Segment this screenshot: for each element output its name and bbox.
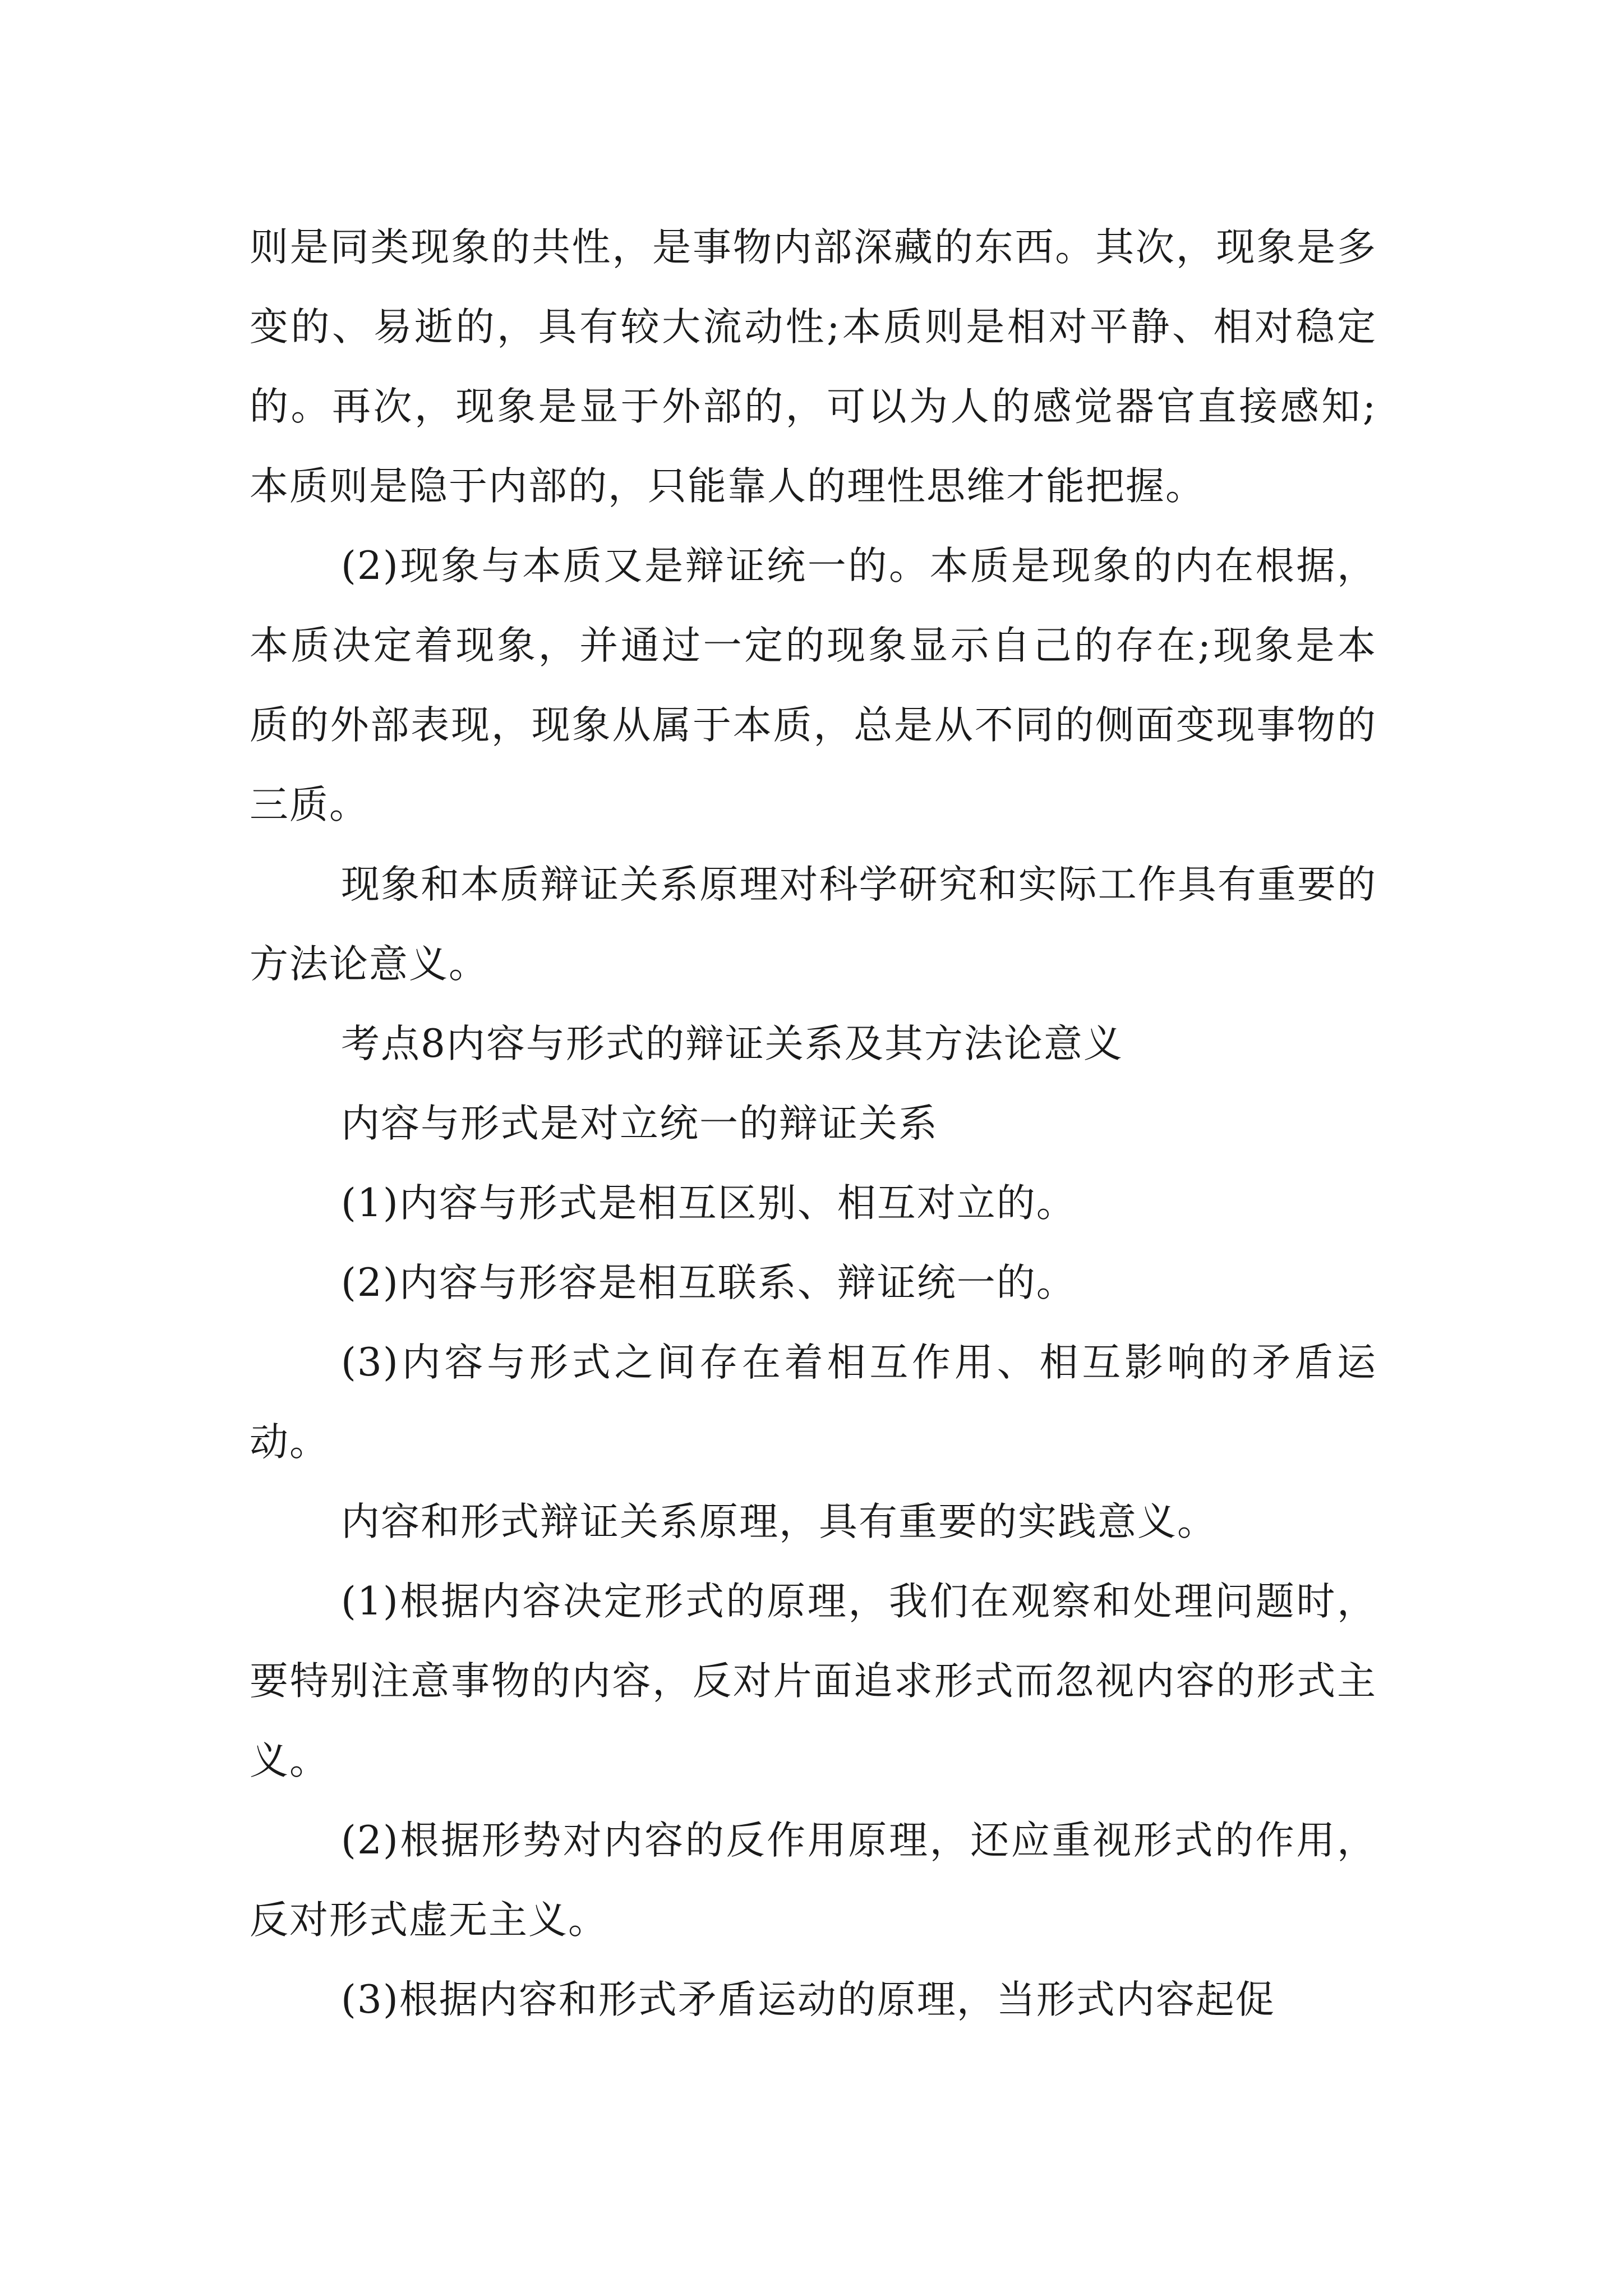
paragraph-3: 现象和本质辩证关系原理对科学研究和实际工作具有重要的方法论意义。 <box>250 862 1377 987</box>
practice-item-1: (1)根据内容决定形式的原理，我们在观察和处理问题时，要特别注意事物的内容，反对片面追求形式而忽视内容的形式主义。 <box>250 1579 1377 1783</box>
paragraph-1: 则是同类现象的共性，是事物内部深藏的东西。其次，现象是多变的、易逝的，具有较大流动性;本质则是相对平静、相对稳定的。再次，现象是显于外部的，可以为人的感觉器官直接感知;本质则是隐于内部的，只能靠人的理性思维才能把握。 <box>250 225 1377 509</box>
practice-item-3: (3)根据内容和形式矛盾运动的原理，当形式内容起促 <box>341 1977 1275 2022</box>
paragraph-2: (2)现象与本质又是辩证统一的。本质是现象的内在根据，本质决定着现象，并通过一定的现象显示自己的存在;现象是本质的外部表现，现象从属于本质，总是从不同的侧面变现事物的三质。 <box>250 544 1377 827</box>
document-page <box>250 208 1377 2040</box>
list-item-1: (1)内容与形式是相互区别、相互对立的。 <box>341 1181 1076 1226</box>
section-heading-point-8: 考点8内容与形式的辩证关系及其方法论意义 <box>341 1022 1123 1066</box>
practice-item-2: (2)根据形势对内容的反作用原理，还应重视形式的作用，反对形式虚无主义。 <box>250 1818 1377 1943</box>
paragraph-9: 内容和形式辩证关系原理，具有重要的实践意义。 <box>341 1499 1217 1544</box>
list-item-3: (3)内容与形式之间存在着相互作用、相互影响的矛盾运动。 <box>250 1340 1377 1465</box>
paragraph-5: 内容与形式是对立统一的辩证关系 <box>341 1101 938 1146</box>
list-item-2: (2)内容与形容是相互联系、辩证统一的。 <box>341 1260 1076 1305</box>
